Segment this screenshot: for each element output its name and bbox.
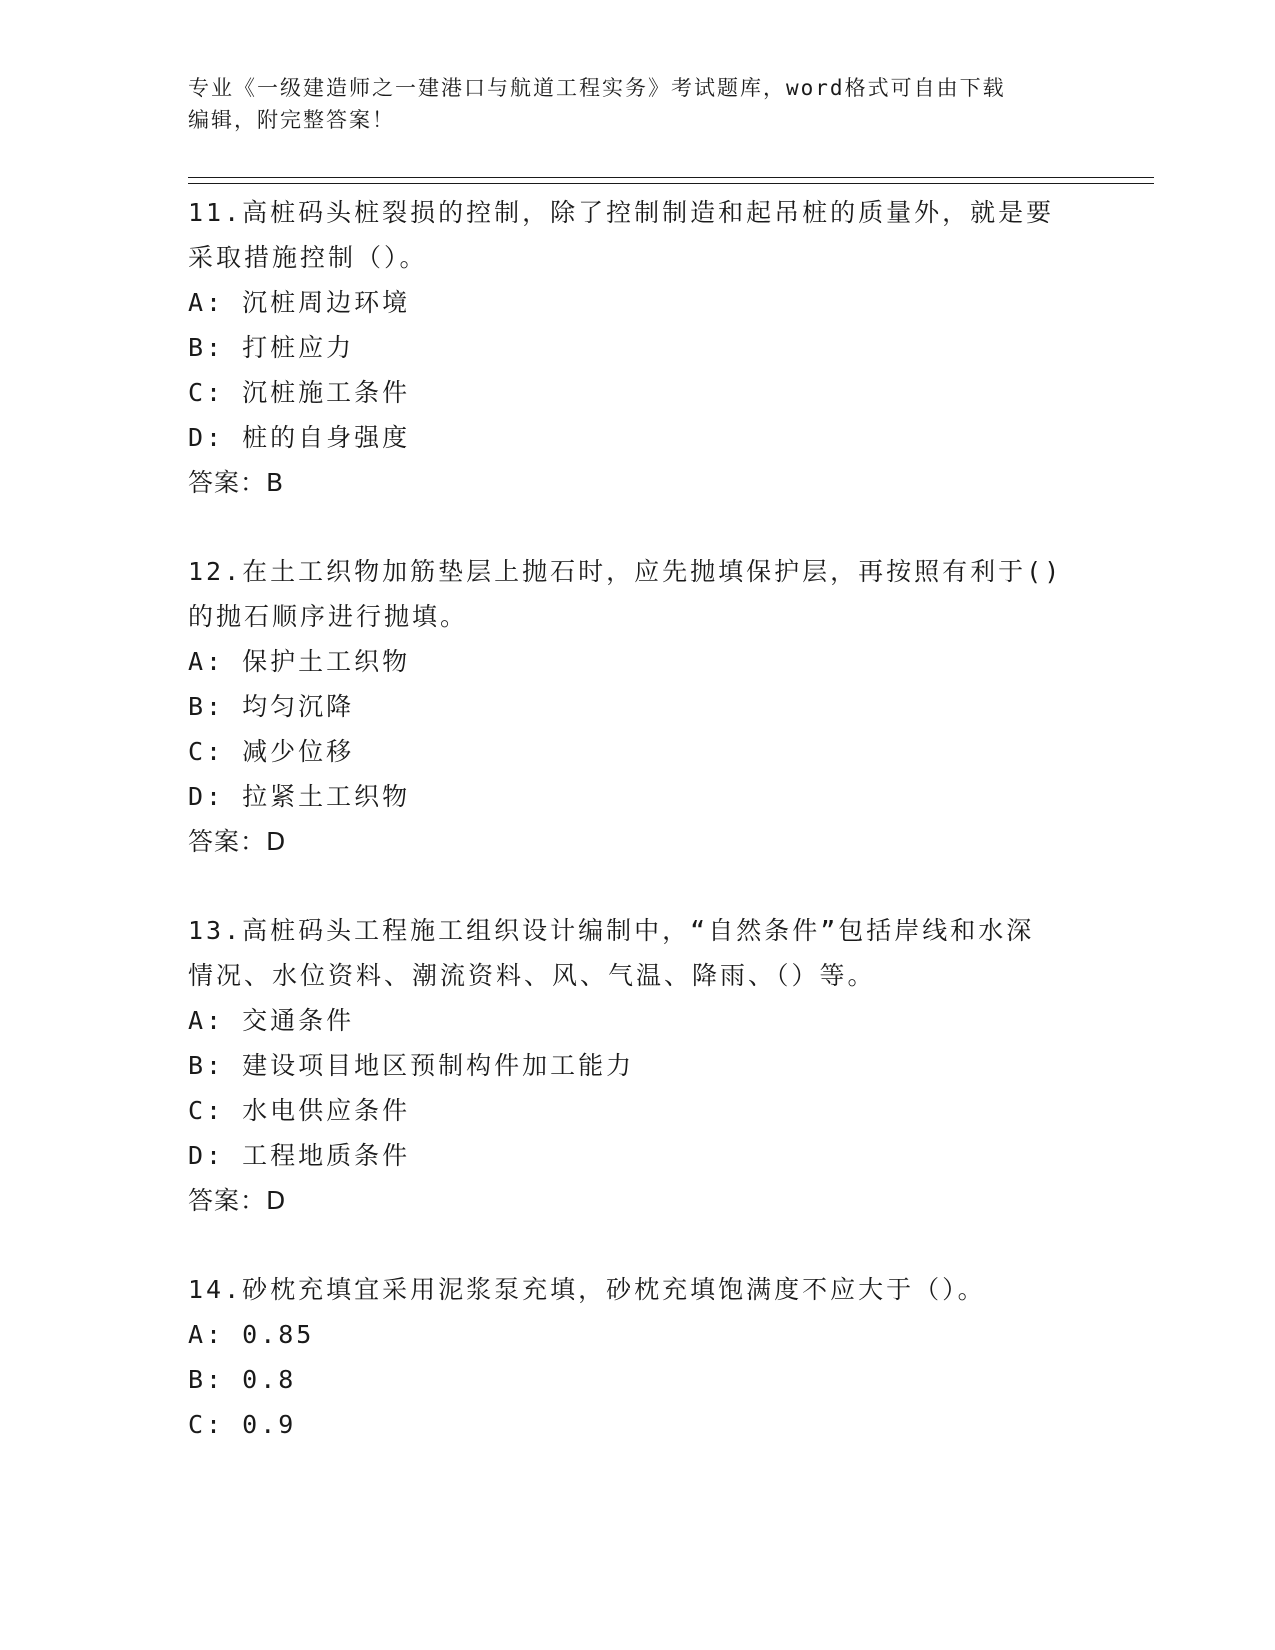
question-text — [188, 190, 1078, 280]
option-c: C: 0.9 — [188, 1410, 297, 1439]
header-line-1: 专业《一级建造师之一建港口与航道工程实务》考试题库，word格式可自由下载 — [188, 76, 1006, 100]
option-b: B: 0.8 — [188, 1365, 297, 1394]
option-a: A: 交通条件 — [188, 1006, 355, 1035]
option-c: C: 减少位移 — [188, 737, 355, 766]
option-b: B: 建设项目地区预制构件加工能力 — [188, 1051, 635, 1080]
question-text — [188, 549, 1078, 639]
option-b: B: 打桩应力 — [188, 333, 355, 362]
question-14 — [188, 1267, 1078, 1447]
answer: 答案：D — [188, 827, 287, 856]
question-text-line: 13.高桩码头工程施工组织设计编制中，“自然条件”包括岸线和水深 — [188, 916, 1035, 945]
header-divider — [188, 177, 1154, 184]
option-c: C: 沉桩施工条件 — [188, 378, 411, 407]
option-a: A: 保护土工织物 — [188, 647, 411, 676]
answer: 答案：B — [188, 468, 285, 497]
question-text-line: 采取措施控制（）。 — [188, 243, 428, 272]
question-text-line: 11.高桩码头桩裂损的控制，除了控制制造和起吊桩的质量外，就是要 — [188, 198, 1055, 227]
question-text-line: 14.砂枕充填宜采用泥浆泵充填，砂枕充填饱满度不应大于（）。 — [188, 1275, 986, 1304]
option-c: C: 水电供应条件 — [188, 1096, 411, 1125]
question-12 — [188, 549, 1078, 864]
question-text-line: 12.在土工织物加筋垫层上抛石时，应先抛填保护层，再按照有利于() — [188, 557, 1063, 586]
option-d: D: 桩的自身强度 — [188, 423, 411, 452]
option-a: A: 0.85 — [188, 1320, 315, 1349]
question-list — [188, 190, 1078, 1491]
answer: 答案：D — [188, 1186, 287, 1215]
option-d: D: 拉紧土工织物 — [188, 782, 411, 811]
question-text — [188, 1267, 1078, 1312]
question-text — [188, 908, 1078, 998]
option-b: B: 均匀沉降 — [188, 692, 355, 721]
document-header — [188, 72, 1068, 136]
option-a: A: 沉桩周边环境 — [188, 288, 411, 317]
question-11 — [188, 190, 1078, 505]
question-text-line: 的抛石顺序进行抛填。 — [188, 602, 469, 631]
option-d: D: 工程地质条件 — [188, 1141, 411, 1170]
question-13 — [188, 908, 1078, 1223]
header-line-2: 编辑，附完整答案！ — [188, 108, 395, 132]
question-text-line: 情况、水位资料、潮流资料、风、气温、降雨、（）等。 — [188, 961, 876, 990]
